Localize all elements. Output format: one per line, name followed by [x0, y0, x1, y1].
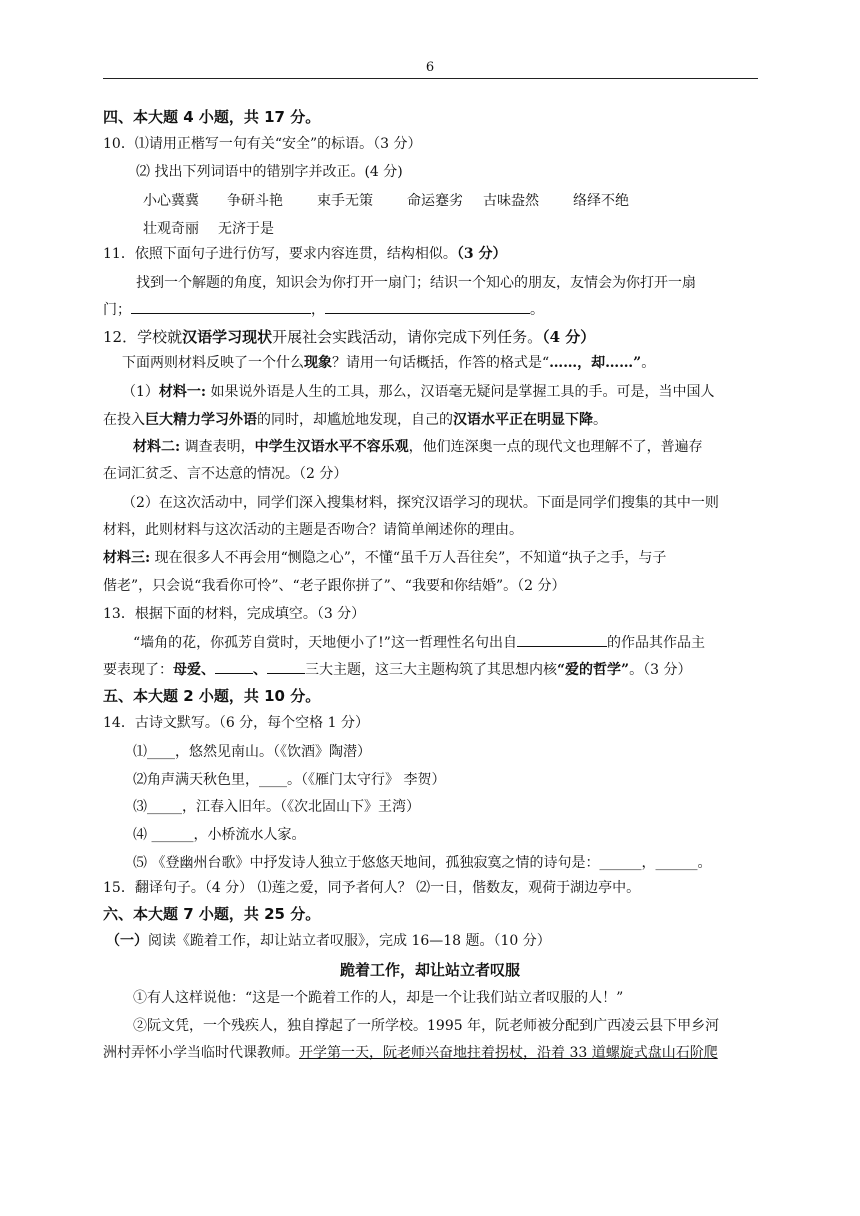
- q12-intro: 下面两则材料反映了一个什么现象？请用一句话概括，作答的格式是“……，却……”。: [122, 355, 656, 371]
- word-item: 争研斗艳: [227, 193, 283, 209]
- article-para2-line2: 洲村弄怀小学当临时代课教师。开学第一天，阮老师兴奋地拄着拐杖，沿着 33 道螺旋式盘山石阶爬: [103, 1045, 718, 1061]
- answer-blank[interactable]: [267, 659, 305, 674]
- word-item: 古味盎然: [483, 193, 539, 209]
- q13-line2: 要表现了：母爱、 、 三大主题，这三大主题构筑了其思想内核“爱的哲学”。（3 分）: [103, 659, 691, 681]
- q11-sentence: 找到一个解题的角度，知识会为你打开一扇门；结识一个知心的朋友，友情会为你打开一扇: [136, 275, 696, 291]
- part2-line1: （2）在这次活动中，同学们深入搜集材料，探究汉语学习的现状。下面是同学们搜集的其中一则: [122, 495, 719, 511]
- article-para2-line1: ②阮文凭，一个残疾人，独自撑起了一所学校。1995 年，阮老师被分配到广西凌云县下甲乡河: [133, 1018, 720, 1034]
- q13-line1: “墙角的花，你孤芳自赏时，天地便小了!”这一哲理性名句出自 的作品其作品主: [133, 632, 705, 654]
- page-number: 6: [425, 60, 435, 75]
- word-item: 束手无策: [317, 193, 373, 209]
- poem-blank-4: ⑷ ______，小桥流水人家。: [133, 827, 306, 843]
- word-item: 小心冀冀: [143, 193, 199, 209]
- q14-title: 14．古诗文默写。（6 分，每个空格 1 分）: [103, 715, 369, 731]
- material3-line1: 材料三: 现在很多人不再会用“恻隐之心”，不懂“虽千万人吾往矣”，不知道“执子之手，与子: [103, 550, 667, 566]
- section5-title: 五、本大题 2 小题，共 10 分。: [103, 687, 321, 705]
- part2-line2: 材料，此则材料与这次活动的主题是否吻合？请简单阐述你的理由。: [103, 522, 523, 538]
- word-item: 无济于是: [218, 221, 274, 237]
- q10-part2: ⑵ 找出下列词语中的错别字并改正。(4 分): [136, 164, 403, 180]
- material1-line1: （1）材料一: 如果说外语是人生的工具，那么，汉语毫无疑问是掌握工具的手。可是，当中国人: [122, 384, 715, 400]
- q10-part1: 10．⑴请用正楷写一句有关“安全”的标语。（3 分）: [103, 136, 422, 152]
- material1-line2: 在投入巨大精力学习外语的同时，却尴尬地发现，自己的汉语水平正在明显下降。: [103, 412, 607, 428]
- poem-blank-5: ⑸ 《登幽州台歌》中抒发诗人独立于悠悠天地间，孤独寂寞之情的诗句是：______，______。: [133, 855, 712, 871]
- header-rule: [103, 78, 758, 79]
- answer-blank[interactable]: [215, 659, 253, 674]
- answer-blank[interactable]: [517, 632, 607, 647]
- poem-blank-2: ⑵角声满天秋色里，____。（《雁门太守行》 李贺）: [133, 772, 446, 788]
- material3-line2: 偕老”，只会说“我看你可怜”、“老子跟你拼了”、“我要和你结婚”。（2 分）: [103, 578, 566, 594]
- answer-blank[interactable]: [325, 299, 530, 314]
- q11-answer-line: 门； ， 。: [103, 299, 544, 321]
- part1-title: （一）阅读《跪着工作，却让站立者叹服》，完成 16—18 题。（10 分）: [106, 933, 551, 949]
- poem-blank-1: ⑴____，悠然见南山。（《饮酒》陶潜）: [133, 744, 371, 760]
- section6-title: 六、本大题 7 小题，共 25 分。: [103, 905, 321, 923]
- q15-title: 15．翻译句子。（4 分） ⑴莲之爱，同予者何人？ ⑵一日，偕数友，观荷于湖边亭中。: [103, 880, 641, 896]
- q12-title: 12．学校就汉语学习现状开展社会实践活动，请你完成下列任务。（4 分）: [103, 328, 596, 346]
- poem-blank-3: ⑶_____，江春入旧年。（《次北固山下》王湾）: [133, 799, 420, 815]
- word-item: 壮观奇丽: [143, 221, 199, 237]
- material2-line2: 在词汇贫乏、言不达意的情况。（2 分）: [103, 466, 348, 482]
- q11-title: 11．依照下面句子进行仿写，要求内容连贯，结构相似。（3 分）: [103, 246, 507, 262]
- q13-title: 13．根据下面的材料，完成填空。（3 分）: [103, 606, 366, 622]
- answer-blank[interactable]: [131, 299, 311, 314]
- article-title: 跪着工作，却让站立者叹服: [339, 961, 520, 979]
- section4-title: 四、本大题 4 小题，共 17 分。: [103, 108, 321, 126]
- word-item: 络绎不绝: [573, 193, 629, 209]
- word-item: 命运蹇劣: [407, 193, 463, 209]
- material2-line1: 材料二: 调查表明，中学生汉语水平不容乐观，他们连深奥一点的现代文也理解不了，普遍存: [133, 439, 703, 455]
- article-para1: ①有人这样说他：“这是一个跪着工作的人，却是一个让我们站立者叹服的人！”: [133, 990, 624, 1006]
